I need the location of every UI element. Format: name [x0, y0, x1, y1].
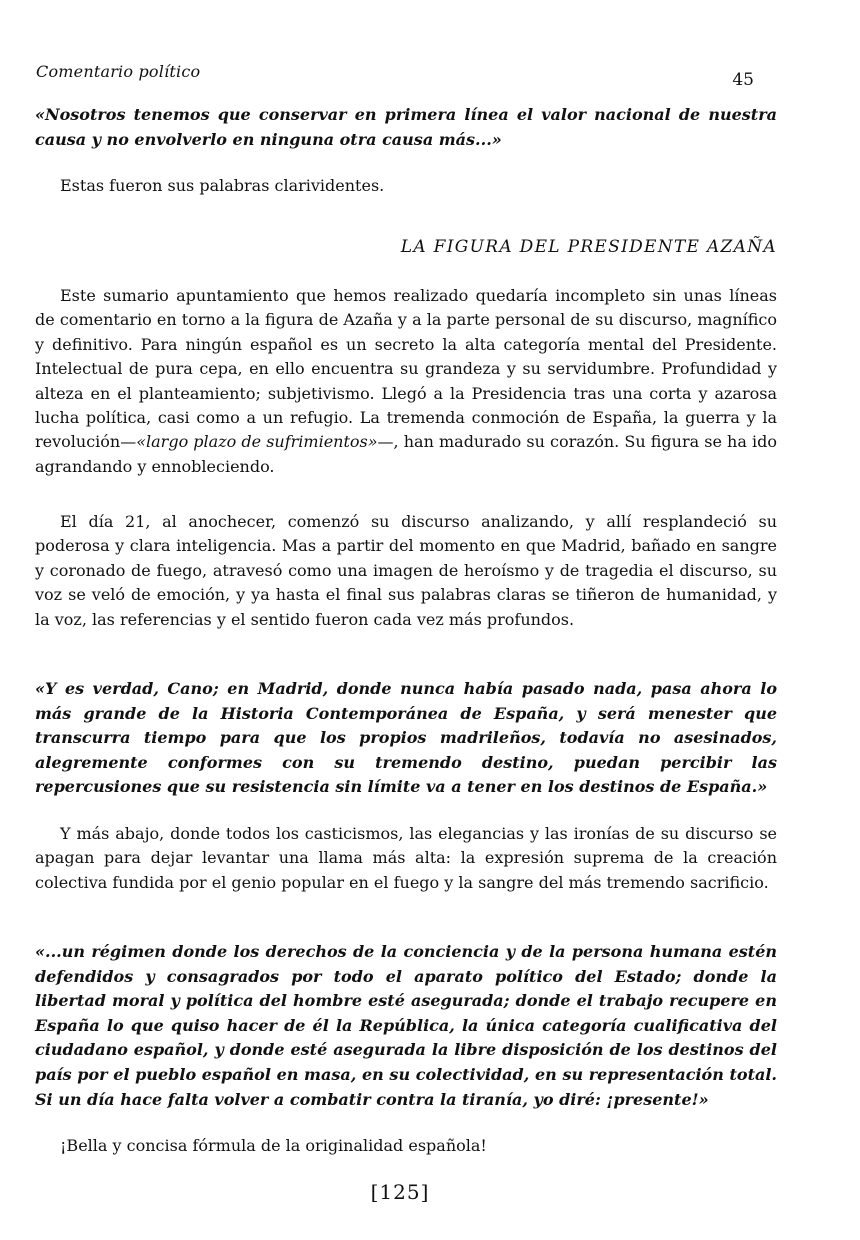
paragraph-dia-21: El día 21, al anochecer, comenzó su discurso analizando, y allí resplandeció su poderosa y clara inteligencia. Mas a partir del momento en que Madrid, bañado en sangre y coronado de fuego, atravesó como una imagen de heroísmo y de tragedia el discurso, su voz se veló de emoción, y ya hasta el final sus palabras claras se tiñeron de humanidad, y la voz, las referencias y el sentido fueron cada vez más profundos. [35, 512, 777, 629]
paragraph-clarividentes: Estas fueron sus palabras clarividentes. [60, 176, 385, 195]
italic-phrase: «largo plazo de sufrimientos» [136, 432, 378, 452]
paragraph-text-after: —, han madurado su corazón. Su figura se ha ido agrandando y ennobleciendo. [35, 432, 777, 476]
paragraph-mas-abajo: Y más abajo, donde todos los casticismos, las elegancias y las ironías de su discurso se apagan para dejar levantar una llama más alta: la expresión suprema de la creación colectiva fundida por el genio popular en el fuego y la sangre del más tremendo sacrificio. [35, 824, 777, 892]
page-number: 45 [732, 70, 754, 90]
section-title: LA FIGURA DEL PRESIDENTE AZAÑA [400, 237, 777, 257]
quote-madrid: «Y es verdad, Cano; en Madrid, donde nunca había pasado nada, pasa ahora lo más grande de la Historia Contemporánea de España, y será menester que transcurra tiempo para que los propios madrileños, todavía no asesinados, alegremente conformes con su tremendo destino, puedan percibir las repercusiones que su resistencia sin límite va a tener en los destinos de España.» [35, 679, 777, 797]
paragraph-figura-azana [35, 284, 777, 479]
running-title: Comentario político [36, 62, 201, 81]
quote-nosotros: «Nosotros tenemos que conservar en primera línea el valor nacional de nuestra causa y no envolverlo en ninguna otra causa más...» [35, 105, 777, 149]
paragraph-text-before: Este sumario apuntamiento que hemos realizado quedaría incompleto sin unas líneas de comentario en torno a la figura de Azaña y a la parte personal de su discurso, magnífico y definitivo. Para ningún español es un secreto la alta categoría mental del Presidente. Intelectual de pura cepa, en ello encuentra su grandeza y su servidumbre. Profundidad y alteza en el planteamiento; subjetivismo. Llegó a la Presidencia tras una corta y azarosa lucha política, casi como a un refugio. La tremenda conmoción de España, la guerra y la revolución— [35, 286, 777, 452]
folio-number: [125] [370, 1180, 430, 1204]
quote-regimen: «...un régimen donde los derechos de la conciencia y de la persona humana estén defendidos y consagrados por todo el aparato político del Estado; donde la libertad moral y política del hombre esté asegurada; donde el trabajo recupere en España lo que quiso hacer de él la República, la única categoría cualificativa del ciudadano español, y donde esté asegurada la libre disposición de los destinos del país por el pueblo español en masa, en su colectividad, en su representación total. Si un día hace falta volver a combatir contra la tiranía, yo diré: ¡presente!» [35, 942, 777, 1109]
paragraph-bella-formula: ¡Bella y concisa fórmula de la originalidad española! [60, 1136, 487, 1155]
